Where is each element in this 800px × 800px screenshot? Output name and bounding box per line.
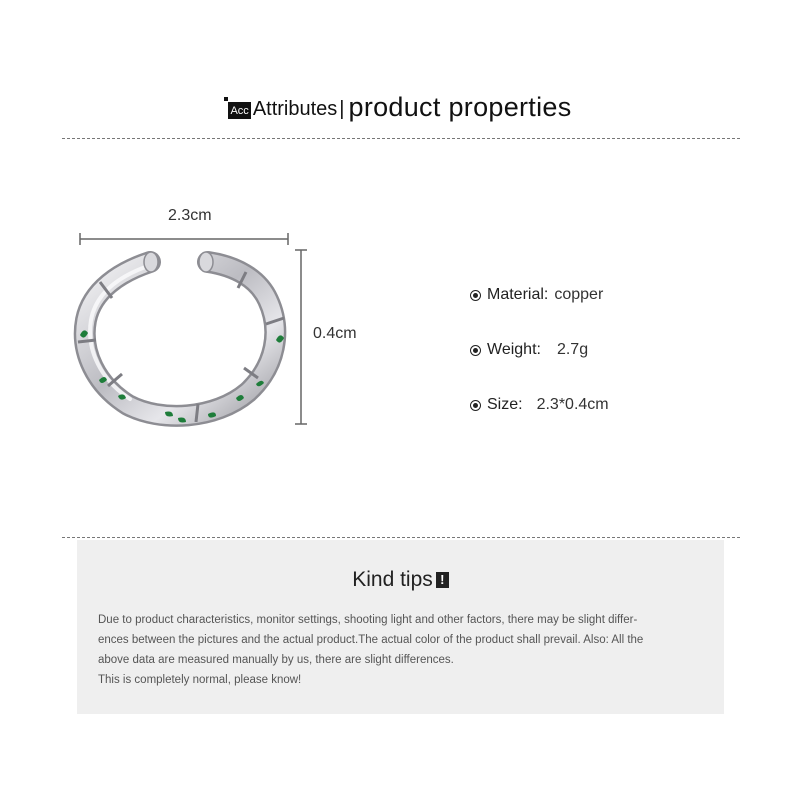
radio-bullet-icon [470,345,481,356]
width-dimension-label: 2.3cm [168,207,212,224]
kind-tips-title: Kind tips [352,568,433,591]
page-title: product properties [348,92,572,122]
spec-list [470,283,609,448]
height-dimension-label: 0.4cm [313,325,357,342]
spec-label: Size: [487,396,523,413]
tips-line: above data are measured manually by us, there are slight differences. [98,654,454,666]
radio-bullet-icon [470,400,481,411]
spec-value: 2.3*0.4cm [536,396,609,413]
width-dimension-line [80,233,288,245]
bottom-divider [62,537,740,538]
spec-label: Material: [487,286,549,303]
kind-tips-panel [77,540,724,714]
spec-row-material [470,283,609,307]
attributes-label: Attributes [252,98,338,120]
bamboo-ring [78,252,284,423]
spec-row-weight [470,338,609,362]
badge-text: Acc [230,105,249,117]
height-dimension-line [295,250,307,424]
tips-line: This is completely normal, please know! [98,674,302,686]
title-separator: | [339,98,345,120]
exclamation-icon: ! [436,572,449,588]
spec-value: 2.7g [556,341,589,358]
tips-line: ences between the pictures and the actual product.The actual color of the product shall prevail. Also: All the [98,634,644,646]
spec-value: copper [554,286,604,303]
spec-label: Weight: [487,341,541,358]
spec-row-size [470,393,609,417]
kind-tips-text [98,610,710,690]
tips-line: Due to product characteristics, monitor settings, shooting light and other factors, there may be slight differ- [98,614,638,626]
kind-tips-heading [77,568,724,592]
radio-bullet-icon [470,290,481,301]
